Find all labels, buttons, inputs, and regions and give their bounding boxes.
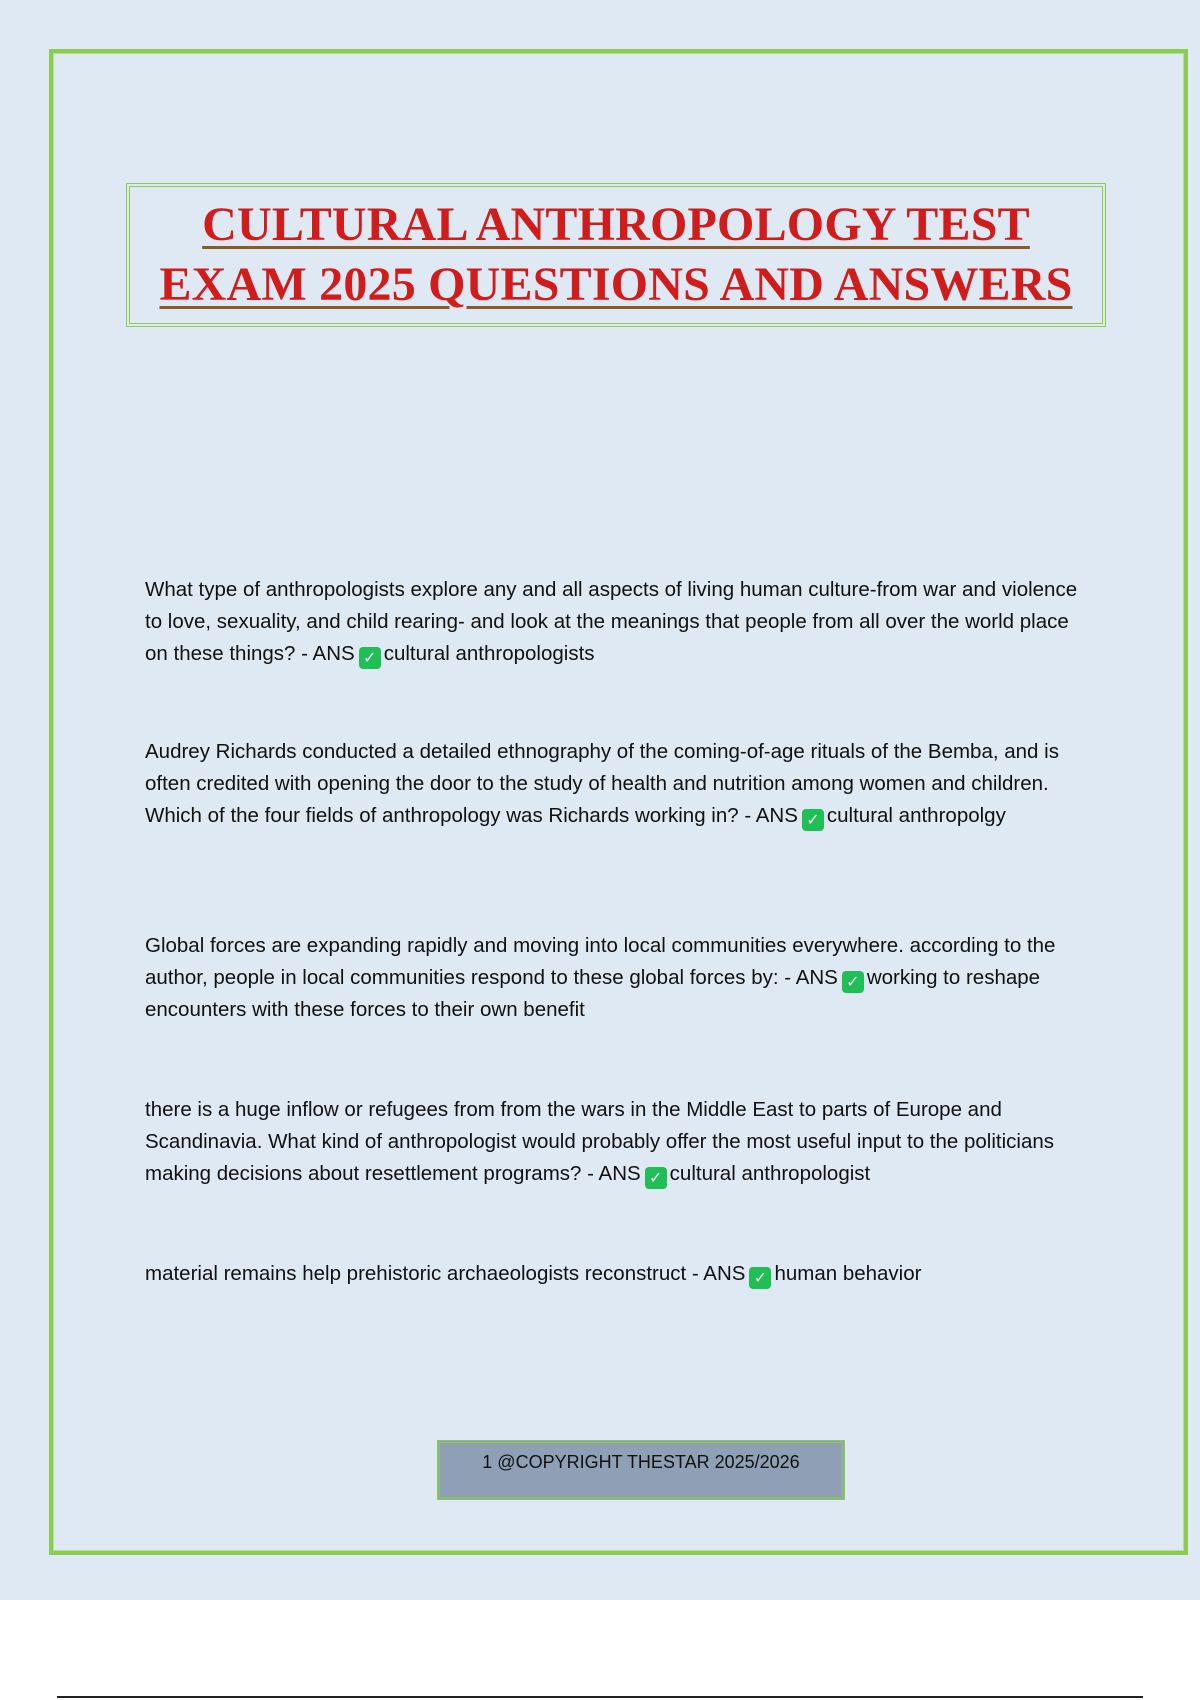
check-mark-icon: ✓ — [645, 1167, 667, 1189]
answer-marker: ANS — [755, 804, 798, 827]
answer-text: working to reshape encounters with these forces to their own benefit — [145, 966, 1041, 1021]
qa-item — [145, 1258, 1090, 1290]
footer-box — [437, 1440, 845, 1500]
bottom-divider — [57, 1696, 1143, 1698]
qa-item — [145, 1094, 1090, 1190]
title-box — [126, 183, 1106, 327]
answer-text: cultural anthropologists — [383, 642, 595, 665]
answer-text: human behavior — [774, 1262, 922, 1285]
check-mark-icon: ✓ — [842, 971, 864, 993]
qa-item — [145, 574, 1090, 670]
question-text: What type of anthropologists explore any and all aspects of living human culture-from war and violence to love, sexuality, and child rearing- and look at the meanings that people from all over the world place on these things? - — [145, 578, 1078, 665]
check-mark-icon: ✓ — [802, 809, 824, 831]
document-title — [130, 195, 1102, 315]
title-line-1: CULTURAL ANTHROPOLOGY TEST — [202, 198, 1030, 251]
question-text: Audrey Richards conducted a detailed ethnography of the coming-of-age rituals of the Bemba, and is often credited with opening the door to the study of health and nutrition among women and children. Which of the four fields of anthropology was Richards working in? - — [145, 740, 1059, 827]
question-text: Global forces are expanding rapidly and moving into local communities everywhere. according to the author, people in local communities respond to these global forces by: - — [145, 934, 1056, 989]
answer-marker: ANS — [598, 1162, 641, 1185]
answer-marker: ANS — [795, 966, 838, 989]
question-text: there is a huge inflow or refugees from from the wars in the Middle East to parts of Europe and Scandinavia. What kind of anthropologist would probably offer the most useful input to the politicians making decisions about resettlement programs? - — [145, 1098, 1054, 1185]
qa-item — [145, 736, 1090, 832]
answer-marker: ANS — [312, 642, 355, 665]
qa-item — [145, 930, 1090, 1026]
answer-text: cultural anthropologist — [669, 1162, 871, 1185]
copyright-footer: 1 @COPYRIGHT THESTAR 2025/2026 — [444, 1447, 838, 1493]
answer-text: cultural anthropolgy — [826, 804, 1006, 827]
title-line-2: EXAM 2025 QUESTIONS AND ANSWERS — [159, 258, 1073, 311]
answer-marker: ANS — [703, 1262, 746, 1285]
check-mark-icon: ✓ — [359, 647, 381, 669]
check-mark-icon: ✓ — [749, 1267, 771, 1289]
question-text: material remains help prehistoric archaeologists reconstruct - — [145, 1262, 704, 1285]
